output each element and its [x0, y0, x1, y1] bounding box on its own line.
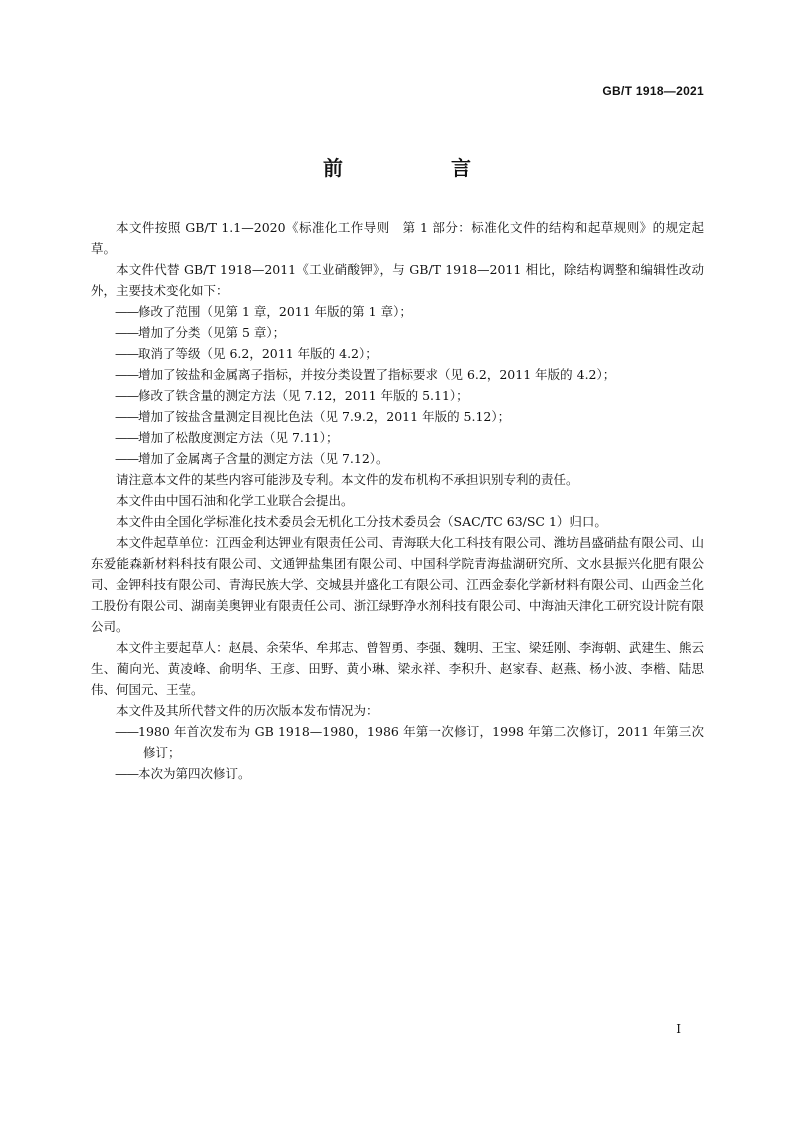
em-dash: ——: [115, 409, 138, 424]
list-item: ——增加了分类（见第 5 章）；: [115, 325, 286, 340]
list-item: ——增加了铵盐含量测定目视比色法（见 7.9.2，2011 年版的 5.12）；: [115, 409, 511, 424]
list-item: ——增加了铵盐和金属离子指标，并按分类设置了指标要求（见 6.2，2011 年版的 4.2）；: [115, 367, 616, 382]
page-number: I: [676, 1022, 681, 1036]
paragraph-proposer: 本文件由中国石油和化学工业联合会提出。: [116, 493, 354, 508]
em-dash: ——: [115, 388, 138, 403]
em-dash: ——: [115, 346, 138, 361]
list-item: ——1980 年首次发布为 GB 1918—1980，1986 年第一次修订，1998 年第二次修订，2011 年第三次修订；: [115, 724, 704, 760]
paragraph-committee: 本文件由全国化学标准化技术委员会无机化工分技术委员会（SAC/TC 63/SC 1）归口。: [116, 514, 607, 529]
page-title: 前 言: [323, 156, 515, 180]
list-item: ——增加了金属离子含量的测定方法（见 7.12）。: [115, 451, 389, 466]
paragraph-drafting-rules: 本文件按照 GB/T 1.1—2020《标准化工作导则 第 1 部分：标准化文件的结构和起草规则》的规定起草。: [91, 220, 704, 256]
technical-changes-list: [91, 301, 704, 469]
em-dash: ——: [115, 766, 138, 781]
list-item: ——增加了松散度测定方法（见 7.11）；: [115, 430, 339, 445]
paragraph-patent-notice: 请注意本文件的某些内容可能涉及专利。本文件的发布机构不承担识别专利的责任。: [116, 472, 579, 487]
version-history-list: [91, 721, 704, 784]
list-item: ——修改了范围（见第 1 章，2011 年版的第 1 章）；: [115, 304, 412, 319]
standard-code: GB/T 1918—2021: [602, 84, 704, 98]
em-dash: ——: [115, 304, 138, 319]
em-dash: ——: [115, 367, 138, 382]
list-item: ——取消了等级（见 6.2，2011 年版的 4.2）；: [115, 346, 378, 361]
foreword-content: [91, 217, 704, 784]
em-dash: ——: [115, 325, 138, 340]
list-item: ——修改了铁含量的测定方法（见 7.12，2011 年版的 5.11）；: [115, 388, 469, 403]
em-dash: ——: [115, 724, 138, 739]
paragraph-replacement: 本文件代替 GB/T 1918—2011《工业硝酸钾》，与 GB/T 1918—2011 相比，除结构调整和编辑性改动外，主要技术变化如下：: [91, 262, 704, 298]
em-dash: ——: [115, 451, 138, 466]
list-item: ——本次为第四次修订。: [115, 766, 251, 781]
em-dash: ——: [115, 430, 138, 445]
paragraph-version-history: 本文件及其所代替文件的历次版本发布情况为：: [116, 703, 379, 718]
paragraph-drafters: 本文件主要起草人：赵晨、余荣华、牟邦志、曾智勇、李强、魏明、王宝、梁廷刚、李海朝、武建生、熊云生、蔺向光、黄凌峰、俞明华、王彦、田野、黄小琳、梁永祥、李积升、赵家春、赵燕、杨小波、李楷、陆思伟、何国元、王莹。: [91, 640, 704, 697]
paragraph-drafting-units: 本文件起草单位：江西金利达钾业有限责任公司、青海联大化工科技有限公司、潍坊昌盛硝盐有限公司、山东爱能森新材料科技有限公司、文通钾盐集团有限公司、中国科学院青海盐湖研究所、文水县振兴化肥有限公司、金钾科技有限公司、青海民族大学、交城县并盛化工有限公司、江西金泰化学新材料有限公司、山西金兰化工股份有限公司、湖南美奥钾业有限责任公司、浙江绿野净水剂科技有限公司、中海油天津化工研究设计院有限公司。: [91, 535, 704, 634]
